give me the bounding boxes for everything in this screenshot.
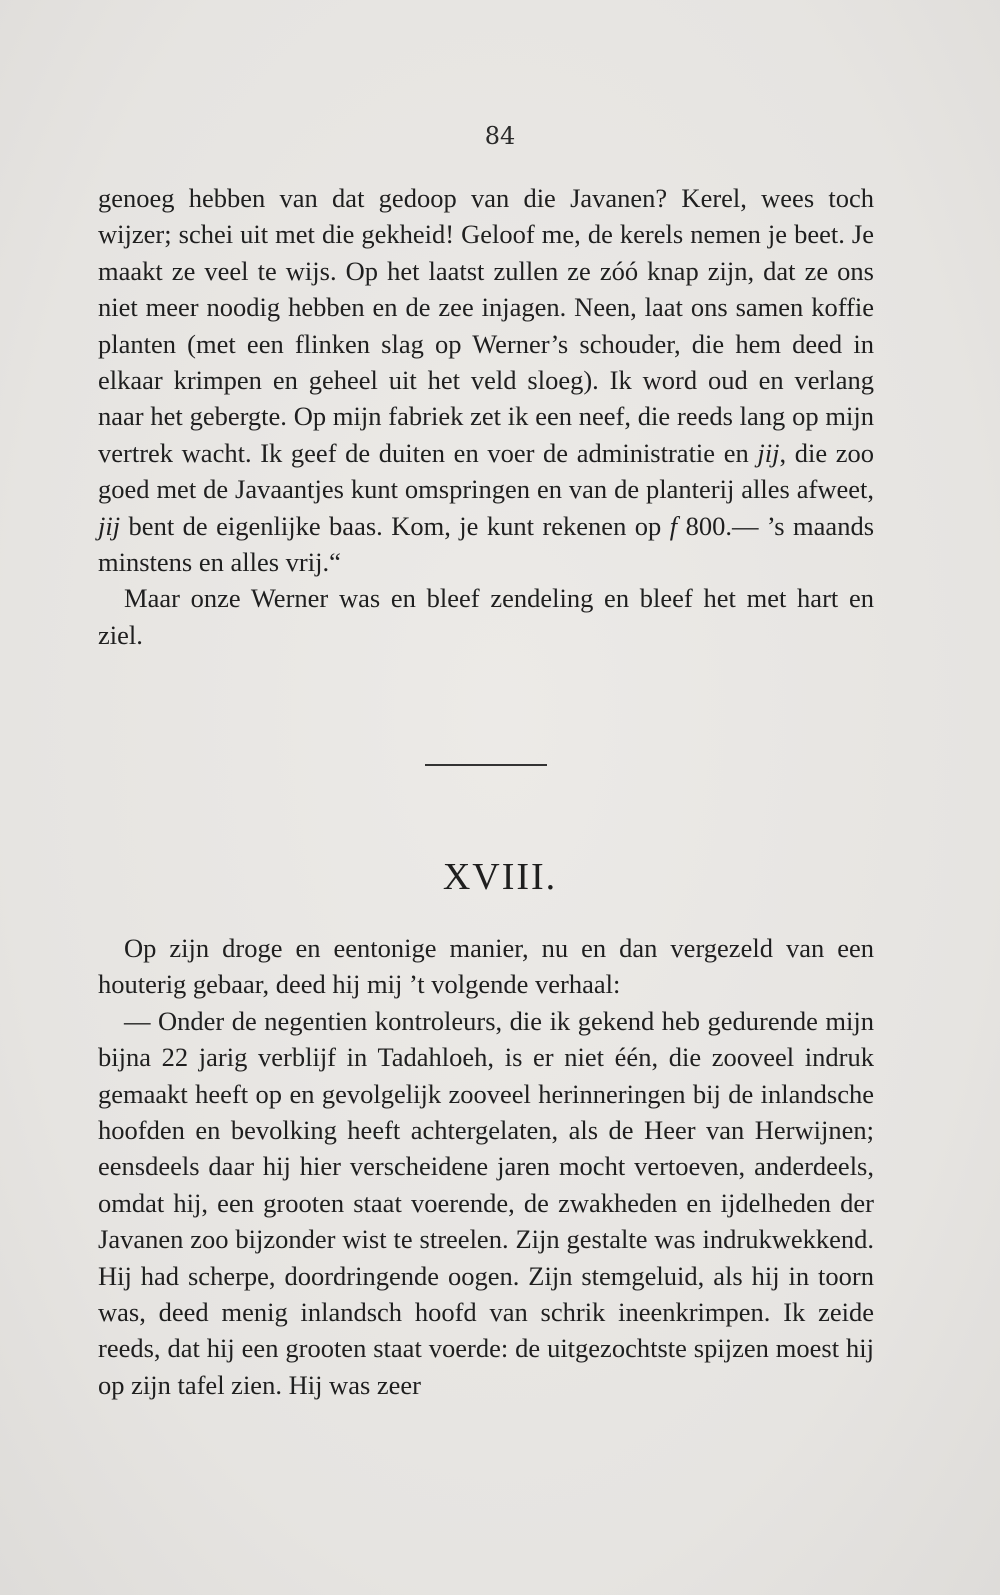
paragraph-controleurs: — Onder de negentien kontroleurs, die ik gekend heb gedurende mijn bijna 22 jarig verblijf in Tadahloeh, is er niet één, die zooveel indruk gemaakt heeft op en gevolgelijk zooveel herinneringen bij de inlandsche hoofden en bevolking heeft achtergelaten, als de Heer van Herwijnen; eensdeels daar hij hier verscheidene jaren mocht vertoeven, anderdeels, omdat hij, een grooten staat voerende, de zwakheden en ijdelheden der Javanen zoo bijzonder wist te streelen. Zijn gestalte was indrukwekkend. Hij had scherpe, doordringende oogen. Zijn stemgeluid, als hij in toorn was, deed menig inlandsch hoofd van schrik ineenkrimpen. Ik zeide reeds, dat hij een grooten staat voerde: de uitgezochtste spijzen moest hij op zijn tafel zien. Hij was zeer <box>98 1005 874 1400</box>
paragraph-intro: Op zijn droge en eentonige manier, nu en dan vergezeld van een houterig gebaar, deed hij mij ’t volgende verhaal: <box>98 933 874 1000</box>
italic-word-jij: jij <box>757 437 780 468</box>
paragraph-text: , die zoo goed met de Javaantjes kunt omspringen en van de planterij alles afweet, <box>98 437 874 505</box>
italic-florin-symbol: f <box>669 510 678 541</box>
paragraph-text: 800.— ’s maands minstens en alles vrij.“ <box>98 510 875 578</box>
italic-word-jij: jij <box>98 510 121 541</box>
chapter-heading: XVIII. <box>442 856 558 898</box>
section-divider <box>425 764 547 766</box>
text-section-top <box>98 180 874 653</box>
paragraph-werner-offer <box>98 180 874 580</box>
paragraph-text: genoeg hebben van dat gedoop van die Javanen? Kerel, wees toch wijzer; schei uit met die gekheid! Geloof me, de kerels nemen je beet. Je maakt ze veel te wijs. Op het laatst zullen ze zóó knap zijn, dat ze ons niet meer noodig hebben en de zee injagen. Neen, laat ons samen koffie planten (met een flinken slag op Werner’s schouder, die hem deed in elkaar krimpen en geheel uit het veld sloeg). Ik word oud en verlang naar het gebergte. Op mijn fabriek zet ik een neef, die reeds lang op mijn vertrek wacht. Ik geef de duiten en voer de administratie en <box>98 183 874 468</box>
paragraph-werner-missionary: Maar onze Werner was en bleef zendeling en bleef het met hart en ziel. <box>98 583 874 650</box>
page-number: 84 <box>484 122 516 150</box>
paragraph-text: bent de eigenlijke baas. Kom, je kunt rekenen op <box>120 510 670 541</box>
text-section-chapter <box>98 930 874 1403</box>
